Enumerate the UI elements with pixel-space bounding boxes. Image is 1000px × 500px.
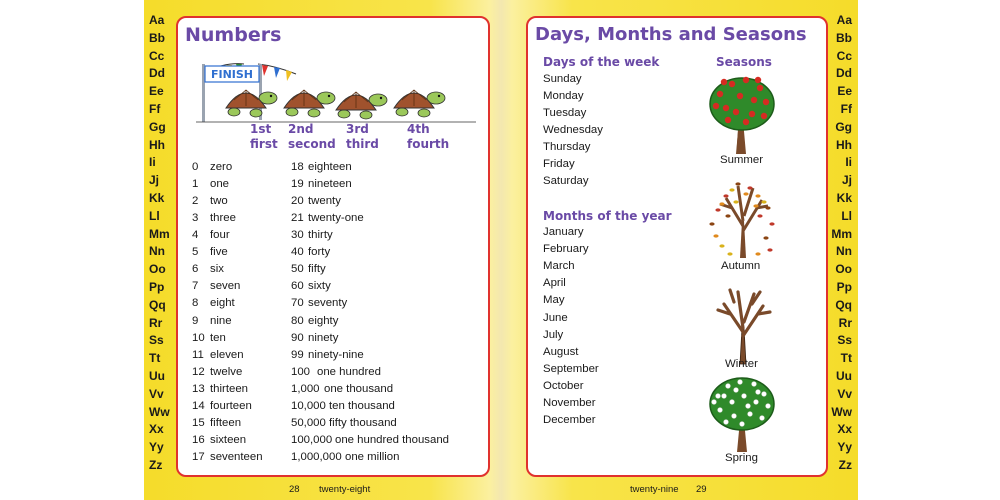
alphabet-letter: Ff	[149, 101, 161, 116]
leaf-icon	[743, 192, 748, 195]
number-word: ninety-nine	[308, 348, 364, 361]
tortoise-icon	[394, 90, 445, 117]
number-word: thirty	[308, 229, 333, 242]
blossom-icon	[738, 380, 743, 385]
leaf-icon	[719, 202, 724, 205]
apple-icon	[751, 97, 757, 103]
alphabet-letter: Hh	[836, 137, 852, 152]
alphabet-letter: Oo	[149, 262, 166, 277]
number-digit: 0	[192, 161, 199, 173]
number-word: thirteen	[210, 382, 248, 395]
left-page	[144, 0, 501, 500]
month-item: March	[543, 260, 575, 273]
leaf-icon	[755, 252, 760, 255]
leaf-icon	[761, 200, 766, 203]
winter-tree-icon	[708, 284, 778, 366]
alphabet-letter: Tt	[840, 351, 852, 366]
month-item: June	[543, 311, 568, 324]
number-word: six	[210, 263, 224, 276]
tortoise-icon	[336, 92, 387, 119]
leaf-icon	[755, 194, 760, 197]
month-item: August	[543, 345, 579, 358]
blossom-icon	[746, 404, 751, 409]
leaf-icon	[729, 188, 734, 191]
apple-icon	[743, 119, 749, 125]
blossom-icon	[740, 422, 745, 427]
alphabet-letter: Rr	[838, 315, 852, 330]
number-digit: 30	[291, 229, 304, 242]
month-item: November	[543, 397, 596, 409]
alphabet-letter: Ll	[149, 208, 160, 223]
number-digit: 100	[291, 365, 311, 378]
apple-icon	[721, 79, 727, 85]
blossom-icon	[752, 382, 757, 387]
alphabet-letter: Ii	[845, 155, 852, 170]
alphabet-letter: Dd	[149, 66, 165, 81]
number-digit: 3	[192, 212, 199, 225]
blossom-icon	[724, 420, 729, 425]
number-digit: 15	[192, 416, 205, 429]
day-item: Saturday	[543, 175, 589, 187]
alphabet-letter: Yy	[149, 440, 164, 455]
number-word: seven	[210, 280, 241, 293]
number-word: two	[210, 195, 228, 208]
number-word: five	[210, 246, 228, 259]
number-digit: 16	[192, 433, 205, 446]
number-word: twenty-one	[308, 212, 364, 225]
leaf-icon	[727, 252, 732, 255]
month-item: January	[543, 226, 584, 238]
ordinal-word: third	[346, 137, 379, 151]
day-item: Tuesday	[543, 107, 587, 119]
leaf-icon	[767, 248, 772, 251]
number-digit: 2	[192, 195, 199, 208]
alphabet-letter: Ww	[149, 404, 170, 419]
alphabet-letter: Cc	[836, 48, 852, 63]
number-word: nineteen	[308, 178, 352, 191]
spring-tree-icon	[706, 372, 780, 454]
day-item: Wednesday	[543, 124, 603, 136]
alphabet-letter: Pp	[149, 279, 165, 294]
ordinal-word: second	[288, 137, 336, 151]
number-word: four	[210, 229, 230, 242]
month-item: May	[543, 294, 565, 307]
alphabet-letter: Mm	[149, 226, 170, 241]
tortoise-icon	[226, 90, 277, 117]
number-digit: 90	[291, 331, 304, 344]
number-digit: 10,000	[291, 399, 326, 412]
alphabet-strip-left	[149, 12, 179, 475]
alphabet-letter: Nn	[836, 244, 852, 259]
days-panel	[526, 16, 828, 477]
number-digit: 12	[192, 365, 205, 378]
day-item: Monday	[543, 90, 584, 102]
apple-icon	[725, 117, 731, 123]
month-item: October	[543, 379, 584, 392]
alphabet-letter: Hh	[149, 137, 165, 152]
alphabet-letter: Ww	[831, 404, 852, 419]
blossom-icon	[748, 412, 753, 417]
number-word: seventy	[308, 297, 348, 310]
leaf-icon	[713, 234, 718, 237]
number-word: eleven	[210, 348, 244, 361]
number-word: nine	[210, 314, 232, 327]
leaf-icon	[715, 208, 720, 211]
page-title: Days, Months and Seasons	[535, 24, 807, 45]
blossom-icon	[766, 404, 771, 409]
leaf-icon	[757, 214, 762, 217]
flag-icon	[274, 67, 280, 78]
number-word: eighteen	[308, 161, 352, 173]
alphabet-letter: Jj	[149, 173, 160, 188]
number-word: fifteen	[210, 416, 242, 429]
number-word: eight	[210, 297, 235, 310]
finish-banner-text: FINISH	[210, 68, 254, 81]
summer-tree-icon	[706, 72, 780, 156]
number-digit: 21	[291, 212, 304, 225]
number-digit: 80	[291, 314, 304, 327]
number-word: twelve	[210, 365, 243, 378]
alphabet-letter: Yy	[837, 440, 852, 455]
number-word: eighty	[308, 314, 339, 327]
alphabet-letter: Vv	[837, 386, 852, 401]
months-heading: Months of the year	[543, 209, 672, 223]
blossom-icon	[716, 394, 721, 399]
ordinal-short: 2nd	[288, 122, 314, 136]
number-digit: 50,000	[291, 416, 326, 429]
apple-icon	[737, 93, 743, 99]
alphabet-letter: Nn	[149, 244, 165, 259]
number-word: ten thousand	[329, 399, 395, 412]
number-digit: 1,000,000	[291, 450, 342, 463]
blossom-icon	[756, 390, 761, 395]
month-item: July	[543, 328, 564, 341]
number-word: twenty	[308, 195, 341, 208]
alphabet-letter: Ll	[841, 208, 852, 223]
numbers-panel	[176, 16, 490, 477]
number-digit: 70	[291, 297, 304, 310]
alphabet-letter: Qq	[149, 297, 166, 312]
tortoise-race-illustration	[186, 52, 486, 124]
alphabet-letter: Gg	[835, 119, 852, 134]
alphabet-letter: Aa	[836, 13, 852, 27]
book-spread	[144, 0, 858, 500]
number-word: one million	[345, 450, 400, 463]
leaf-icon	[763, 236, 768, 239]
number-digit: 99	[291, 348, 304, 361]
leaf-icon	[719, 244, 724, 247]
day-item: Sunday	[543, 73, 582, 85]
leaf-icon	[753, 204, 758, 207]
number-digit: 14	[192, 399, 205, 412]
number-digit: 100,000	[291, 433, 333, 446]
month-item: December	[543, 414, 596, 427]
alphabet-letter: Xx	[837, 422, 852, 437]
day-item: Thursday	[543, 141, 591, 153]
alphabet-letter: Zz	[838, 457, 852, 472]
alphabet-letter: Uu	[149, 368, 165, 383]
day-item: Friday	[543, 158, 575, 170]
alphabet-letter: Vv	[149, 386, 164, 401]
apple-icon	[743, 77, 749, 83]
season-label-spring: Spring	[725, 452, 758, 464]
days-heading: Days of the week	[543, 55, 660, 69]
blossom-icon	[722, 394, 727, 399]
number-word: fifty thousand	[329, 416, 397, 429]
alphabet-letter: Ii	[149, 155, 156, 170]
alphabet-letter: Gg	[149, 119, 166, 134]
month-item: September	[543, 362, 599, 375]
apple-icon	[763, 99, 769, 105]
alphabet-letter: Bb	[149, 30, 165, 45]
blossom-icon	[712, 400, 717, 405]
ordinal-word: fourth	[407, 137, 450, 151]
number-word: forty	[308, 246, 331, 259]
blossom-icon	[742, 394, 747, 399]
alphabet-letter: Kk	[836, 190, 852, 205]
number-word: fourteen	[210, 399, 252, 412]
number-digit: 19	[291, 178, 304, 191]
apple-icon	[749, 111, 755, 117]
alphabet-letter: Cc	[149, 48, 165, 63]
apple-icon	[723, 105, 729, 111]
number-digit: 10	[192, 331, 205, 344]
blossom-icon	[760, 416, 765, 421]
season-label-summer: Summer	[720, 154, 764, 166]
alphabet-letter: Qq	[835, 297, 852, 312]
number-word: one	[210, 178, 230, 191]
blossom-icon	[734, 388, 739, 393]
tortoise-icon	[284, 90, 335, 117]
ordinal-short: 1st	[250, 122, 272, 136]
number-word: one hundred thousand	[335, 433, 450, 446]
number-digit: 50	[291, 263, 304, 276]
number-word: fifty	[308, 263, 326, 276]
leaf-icon	[747, 186, 752, 189]
alphabet-letter: Aa	[149, 13, 165, 27]
alphabet-letter: Ss	[837, 333, 852, 348]
alphabet-letter: Oo	[835, 262, 852, 277]
number-digit: 40	[291, 246, 304, 259]
ordinal-short: 4th	[407, 122, 430, 136]
alphabet-letter: Uu	[836, 368, 852, 383]
leaf-icon	[733, 200, 738, 203]
number-digit: 6	[192, 263, 199, 276]
number-digit: 17	[192, 450, 205, 463]
season-label-winter: Winter	[725, 358, 758, 370]
number-word: zero	[210, 161, 233, 173]
page-title: Numbers	[185, 24, 282, 46]
number-digit: 8	[192, 297, 199, 310]
blossom-icon	[730, 400, 735, 405]
number-digit: 1	[192, 178, 199, 191]
number-digit: 18	[291, 161, 304, 173]
alphabet-letter: Ff	[840, 101, 852, 116]
alphabet-letter: Jj	[841, 173, 852, 188]
month-item: February	[543, 243, 589, 256]
number-digit: 11	[192, 348, 204, 361]
apple-icon	[717, 91, 723, 97]
blossom-icon	[718, 408, 723, 413]
leaf-icon	[769, 222, 774, 225]
number-digit: 4	[192, 229, 199, 242]
number-digit: 7	[192, 280, 199, 293]
leaf-icon	[735, 182, 740, 185]
blossom-icon	[726, 384, 731, 389]
number-digit: 20	[291, 195, 304, 208]
number-digit: 13	[192, 382, 205, 395]
page-number-left: 28	[289, 484, 300, 495]
apple-icon	[757, 85, 763, 91]
apple-icon	[761, 113, 767, 119]
leaf-icon	[709, 222, 714, 225]
alphabet-letter: Dd	[836, 66, 852, 81]
number-word: one hundred	[317, 365, 381, 378]
blossom-icon	[732, 414, 737, 419]
alphabet-letter: Ee	[837, 84, 852, 99]
apple-icon	[733, 109, 739, 115]
month-item: April	[543, 277, 566, 290]
apple-icon	[713, 103, 719, 109]
number-word: seventeen	[210, 450, 263, 463]
season-label-autumn: Autumn	[721, 260, 761, 272]
number-digit: 9	[192, 314, 199, 327]
ordinal-word: first	[250, 137, 278, 151]
autumn-tree-icon	[708, 176, 778, 260]
ordinal-short: 3rd	[346, 122, 369, 136]
alphabet-letter: Xx	[149, 422, 164, 437]
blossom-icon	[754, 400, 759, 405]
seasons-heading: Seasons	[716, 55, 772, 69]
number-word: three	[210, 212, 236, 225]
number-digit: 1,000	[291, 382, 320, 395]
page-word-right: twenty-nine	[630, 484, 679, 495]
number-digit: 60	[291, 280, 304, 293]
page-number-right: 29	[696, 484, 707, 495]
leaf-icon	[725, 214, 730, 217]
alphabet-letter: Zz	[149, 457, 163, 472]
blossom-icon	[762, 392, 767, 397]
alphabet-letter: Kk	[149, 190, 165, 205]
number-word: sixteen	[210, 433, 247, 446]
number-word: ten	[210, 331, 226, 344]
alphabet-letter: Bb	[836, 30, 852, 45]
number-digit: 5	[192, 246, 199, 259]
alphabet-letter: Ss	[149, 333, 164, 348]
alphabet-letter: Mm	[831, 226, 852, 241]
leaf-icon	[723, 194, 728, 197]
leaf-icon	[765, 206, 770, 209]
flag-icon	[262, 65, 268, 76]
alphabet-letter: Tt	[149, 351, 161, 366]
number-word: one thousand	[324, 382, 394, 395]
apple-icon	[755, 77, 761, 83]
number-word: sixty	[308, 280, 331, 293]
alphabet-letter: Pp	[836, 279, 852, 294]
page-word-left: twenty-eight	[319, 484, 371, 495]
apple-icon	[729, 81, 735, 87]
alphabet-letter: Rr	[149, 315, 163, 330]
alphabet-letter: Ee	[149, 84, 164, 99]
number-word: ninety	[308, 331, 339, 344]
